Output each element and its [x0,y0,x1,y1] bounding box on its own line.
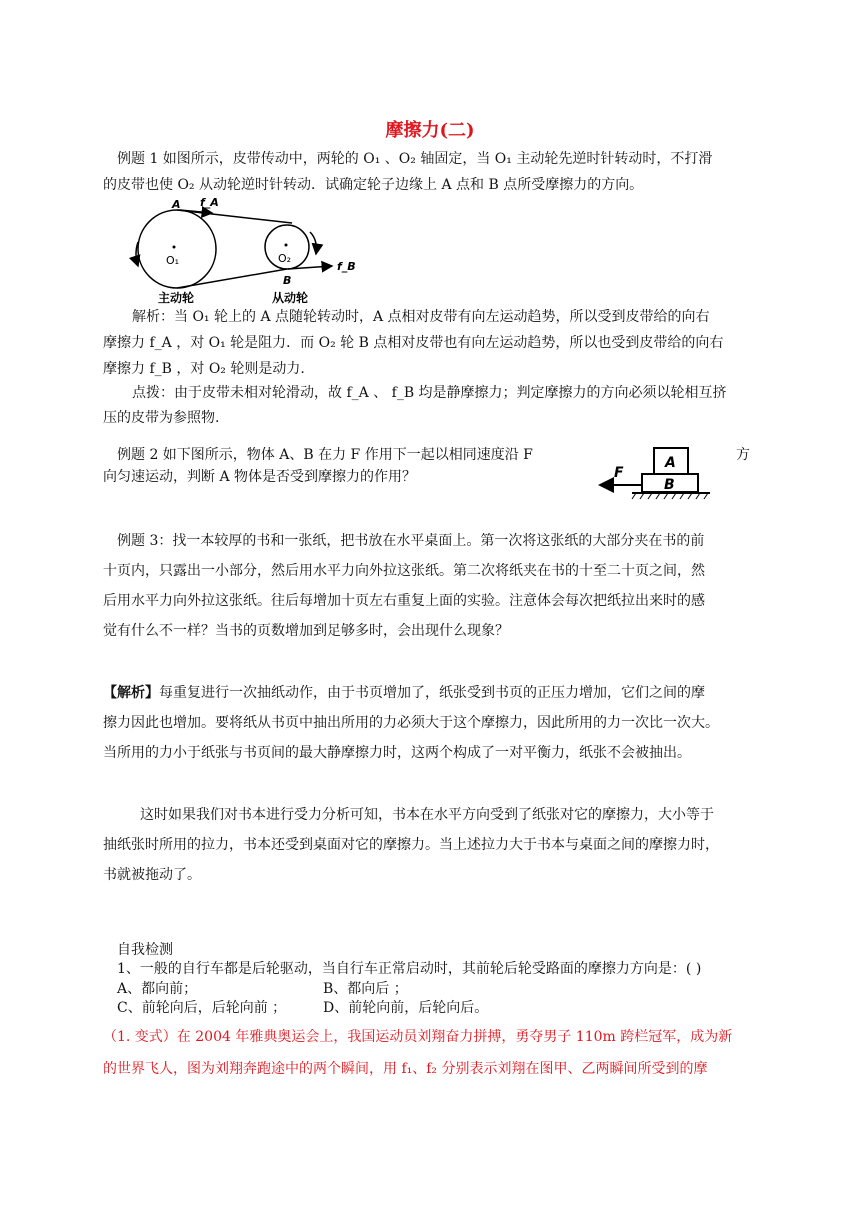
analysis-line-3: 摩擦力 f_B ，对 O₂ 轮则是动力. [103,361,305,377]
jiexi-line-3: 当所用的力小于纸张与书页间的最大静摩擦力时，这两个构成了一对平衡力，纸张不会被抽出。 [103,745,691,761]
belt-drive-figure [120,192,370,310]
self-test-q1: 1、一般的自行车都是后轮驱动，当自行车正常启动时，其前轮后轮受路面的摩擦力方向是：( ) [117,961,702,977]
jiexi-line-1 [103,680,705,706]
ex1-line-2: 的皮带也使 O₂ 从动轮逆时针转动．试确定轮子边缘上 A 点和 B 点所受摩擦力的方向。 [103,177,644,193]
analysis-line-1: 解析：当 O₁ 轮上的 A 点随轮转动时，A 点相对皮带有向左运动趋势，所以受到皮带给的向右 [132,309,710,325]
ex3-line-1: 例题 3：找一本较厚的书和一张纸，把书放在水平桌面上。第一次将这张纸的大部分夹在书的前 [117,533,705,549]
para2-line-3: 书就被拖动了。 [103,867,201,883]
jiexi-tag: 【解析】 [103,685,159,701]
hint-line-1: 点拨：由于皮带未相对轮滑动，故 f_A 、 f_B 均是静摩擦力；判定摩擦力的方向必须以轮相互挤 [132,385,727,401]
para2-line-1: 这时如果我们对书本进行受力分析可知，书本在水平方向受到了纸张对它的摩擦力，大小等于 [140,807,714,823]
ex2-line-1-tail: 方 [736,447,750,463]
option-B: B、都向后 ； [323,981,408,997]
ex2-line-1: 例题 2 如下图所示，物体 A、B 在力 F 作用下一起以相同速度沿 F [117,447,533,463]
belt-bottom [177,269,287,288]
self-test-heading: 自我检测 [117,942,173,958]
caption-driver: 主动轮 [158,291,195,305]
hint-line-2: 压的皮带为参照物. [103,410,220,426]
ex2-line-2: 向匀速运动，判断 A 物体是否受到摩擦力的作用？ [103,469,417,485]
analysis-line-2: 摩擦力 f_A ，对 O₁ 轮是阻力．而 O₂ 轮 B 点相对皮带也有向左运动趋势，所以也受到皮带给的向右 [103,335,724,351]
jiexi-line-2: 擦力因此也增加。要将纸从书页中抽出所用的力必须大于这个摩擦力，因此所用的力一次比一次大。 [103,715,719,731]
label-block-A: A [665,455,676,471]
driver-wheel [138,210,216,288]
ex3-line-2: 十页内，只露出一小部分，然后用水平力向外拉这张纸。第二次将纸夹在书的十至二十页之间，然 [103,563,705,579]
block-figure [592,444,724,506]
label-fB: f_B [337,260,356,273]
label-A: A [172,198,181,211]
para2-line-2: 抽纸张时所用的拉力，书本还受到桌面对它的摩擦力。当上述拉力大于书本与桌面之间的摩擦力时， [103,837,719,853]
option-A: A、都向前； [117,981,198,997]
ex3-line-3: 后用水平力向外拉这张纸。往后每增加十页左右重复上面的实验。注意体会每次把纸拉出来时的感 [103,593,705,609]
label-B: B [283,274,292,287]
ex3-line-4: 觉有什么不一样？当书的页数增加到足够多时，会出现什么现象？ [103,623,509,639]
rotation-arrow-right [310,232,316,254]
label-block-B: B [664,477,675,493]
label-F: F [614,465,624,481]
label-O1: O₁ [166,254,180,267]
variant-line-2: 的世界飞人，图为刘翔奔跑途中的两个瞬间，用 f₁、f₂ 分别表示刘翔在图甲、乙两瞬间所受到的摩 [103,1061,708,1077]
page-title: 摩擦力(二) [385,120,475,141]
jiexi-text-1: 每重复进行一次抽纸动作，由于书页增加了，纸张受到书页的正压力增加，它们之间的摩 [159,685,705,701]
option-C: C、前轮向后，后轮向前 ； [117,1000,287,1016]
variant-line-1: （1. 变式）在 2004 年雅典奥运会上，我国运动员刘翔奋力拼搏，勇夺男子 110m 跨栏冠军，成为新 [103,1029,733,1045]
label-fA: f_A [200,196,219,209]
label-O2: O₂ [278,252,292,265]
caption-driven: 从动轮 [272,291,309,305]
option-D: D、前轮向前，后轮向后。 [323,1000,489,1016]
ex1-line-1: 例题 1 如图所示，皮带传动中，两轮的 O₁ 、O₂ 轴固定，当 O₁ 主动轮先逆时针转动时，不打滑 [117,151,713,167]
